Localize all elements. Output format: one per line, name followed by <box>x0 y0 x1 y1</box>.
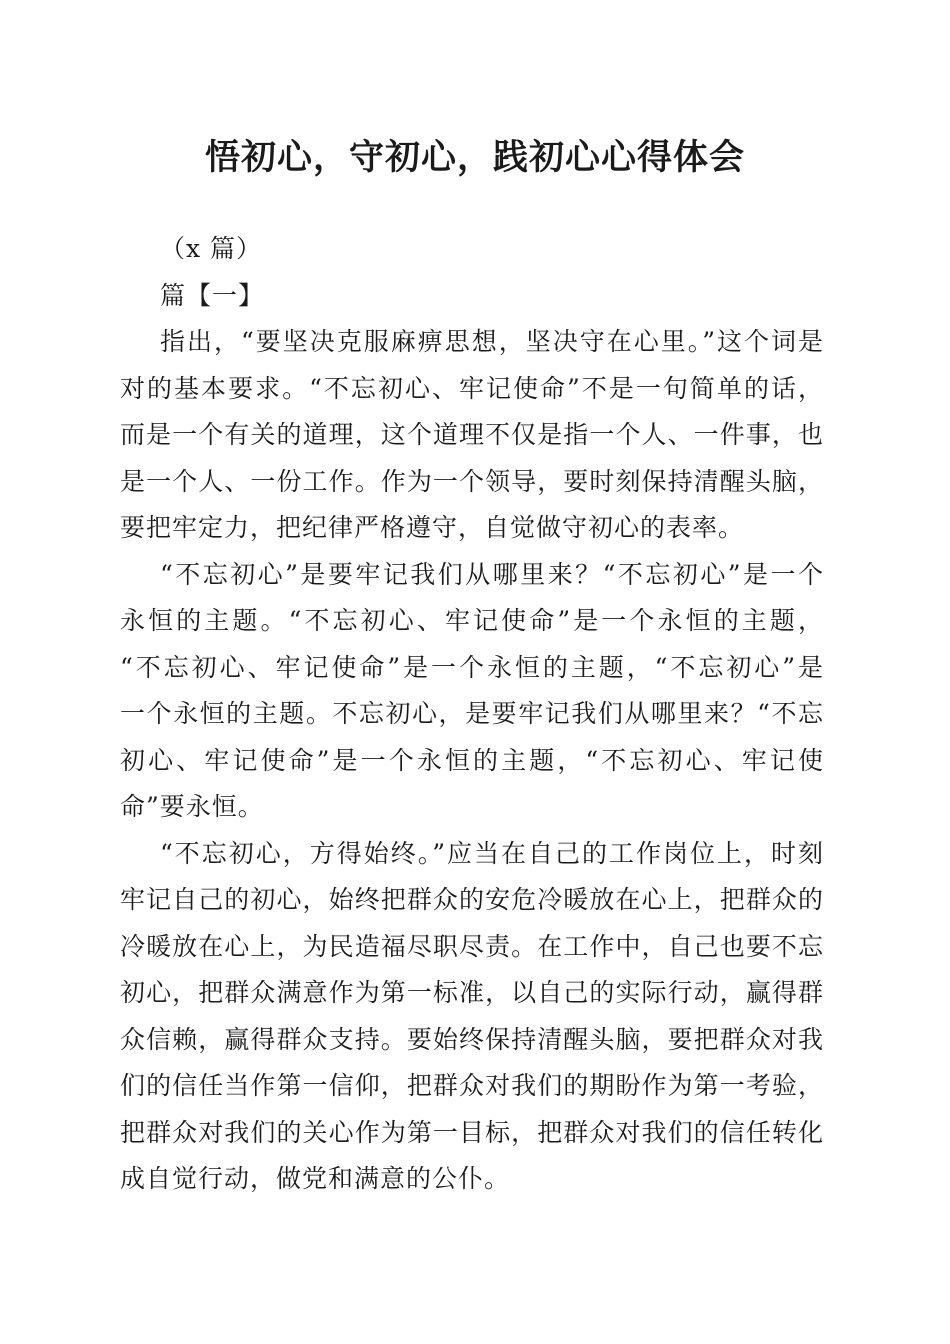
text-line: “不忘初心、牢记使命”是一个永恒的主题，“不忘初心”是 <box>120 652 824 682</box>
text-line: 永恒的主题。“不忘初心、牢记使命”是一个永恒的主题， <box>120 606 824 635</box>
text-line: 一个永恒的主题。不忘初心，是要牢记我们从哪里来？“不忘 <box>120 699 824 728</box>
document-body <box>120 226 824 1203</box>
text-line: 要把牢定力，把纪律严格遵守，自觉做守初心的表率。 <box>120 513 745 542</box>
text-line: （x 篇） <box>160 234 263 263</box>
text-line: 众信赖，赢得群众支持。要始终保持清醒头脑，要把群众对我 <box>120 1024 824 1054</box>
text-line: 指出，“要坚决克服麻痹思想，坚决守在心里。”这个词是 <box>160 327 824 356</box>
text-line: 牢记自己的初心，始终把群众的安危冷暖放在心上，把群众的 <box>120 885 824 914</box>
text-line: 初心，把群众满意作为第一标准，以自己的实际行动，赢得群 <box>120 978 824 1007</box>
text-line: 把群众对我们的关心作为第一目标，把群众对我们的信任转化 <box>120 1117 824 1147</box>
text-line: 们的信任当作第一信仰，把群众对我们的期盼作为第一考验， <box>120 1071 824 1100</box>
text-line: 成自觉行动，做党和满意的公仆。 <box>120 1164 511 1193</box>
text-line: 是一个人、一份工作。作为一个领导，要时刻保持清醒头脑， <box>120 466 824 496</box>
text-line: 篇【一】 <box>160 280 265 310</box>
text-line: 而是一个有关的道理，这个道理不仅是指一个人、一件事，也 <box>120 420 824 449</box>
document-title: 悟初心，守初心，践初心心得体会 <box>204 137 745 178</box>
text-line: “不忘初心”是要牢记我们从哪里来？“不忘初心”是一个 <box>160 559 825 589</box>
text-line: 初心、牢记使命”是一个永恒的主题，“不忘初心、牢记使 <box>120 745 824 775</box>
text-line: 对的基本要求。“不忘初心、牢记使命”不是一句简单的话， <box>120 373 824 403</box>
text-line: “不忘初心，方得始终。”应当在自己的工作岗位上，时刻 <box>160 838 824 868</box>
text-line: 命”要永恒。 <box>120 792 264 821</box>
text-line: 冷暖放在心上，为民造福尽职尽责。在工作中，自己也要不忘 <box>120 931 824 961</box>
